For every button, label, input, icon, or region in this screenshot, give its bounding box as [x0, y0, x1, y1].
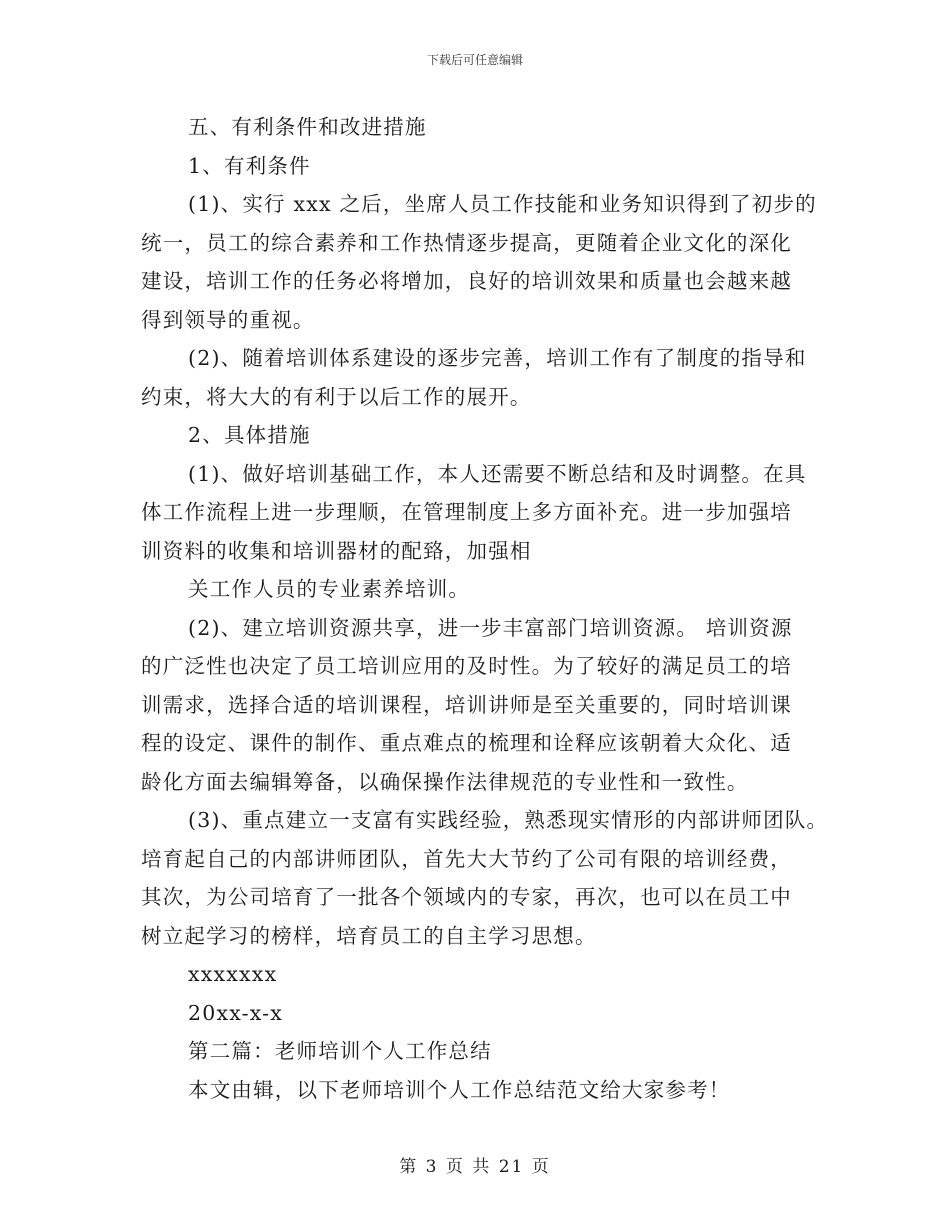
- body-line: 本文由辑，以下老师培训个人工作总结范文给大家参考！: [188, 1077, 731, 1102]
- body-line: (2)、随着培训体系建设的逐步完善，培训工作有了制度的指导和: [188, 346, 807, 370]
- page-indicator: 第 3 页 共 21 页: [399, 1157, 551, 1177]
- body-line: 约束，将大大的有利于以后工作的展开。: [141, 384, 532, 409]
- body-line: (1)、实行 xxx 之后，坐席人员工作技能和业务知识得到了初步的: [188, 192, 817, 216]
- body-line: (1)、做好培训基础工作，本人还需要不断总结和及时调整。在具: [188, 461, 807, 486]
- body-line: 训资料的收集和培训器材的配臵，加强相: [141, 538, 532, 563]
- body-line: (3)、重点建立一支富有实践经验，熟悉现实情形的内部讲师团队。: [188, 808, 829, 832]
- body-line: 五、有利条件和改进措施: [188, 115, 427, 139]
- body-line: 的广泛性也决定了员工培训应用的及时性。为了较好的满足员工的培: [141, 654, 792, 678]
- body-line: 体工作流程上进一步理顺，在管理制度上多方面补充。进一步加强培: [141, 500, 792, 524]
- body-line: 得到领导的重视。: [141, 307, 315, 332]
- document-body: [141, 108, 831, 1109]
- body-line: 训需求，选择合适的培训课程，培训讲师是至关重要的，同时培训课: [141, 692, 792, 717]
- body-line: 培育起自己的内部讲师团队，首先大大节约了公司有限的培训经费，: [141, 846, 792, 871]
- page-header-note: 下载后可任意编辑: [426, 53, 523, 67]
- signature-name: xxxxxxx: [188, 962, 278, 986]
- body-line: 树立起学习的榜样，培育员工的自主学习思想。: [141, 923, 597, 948]
- body-line: 龄化方面去编辑筹备，以确保操作法律规范的专业性和一致性。: [141, 769, 749, 794]
- body-line: 1、有利条件: [188, 153, 311, 178]
- body-line: 关工作人员的专业素养培训。: [188, 577, 471, 601]
- signature-date: 20xx-x-x: [188, 1000, 284, 1025]
- body-line: 程的设定、课件的制作、重点难点的梳理和诠释应该朝着大众化、适: [141, 731, 792, 755]
- body-line: 建设，培训工作的任务必将增加，良好的培训效果和质量也会越来越: [141, 269, 792, 293]
- body-line: 统一，员工的综合素养和工作热情逐步提高，更随着企业文化的深化: [141, 230, 792, 255]
- body-line: (2)、建立培训资源共享，进一步丰富部门培训资源。 培训资源: [188, 615, 793, 640]
- body-line: 其次，为公司培育了一批各个领域内的专家，再次，也可以在员工中: [141, 885, 792, 909]
- section-title: 第二篇：老师培训个人工作总结: [188, 1039, 492, 1063]
- body-line: 2、具体措施: [188, 423, 311, 447]
